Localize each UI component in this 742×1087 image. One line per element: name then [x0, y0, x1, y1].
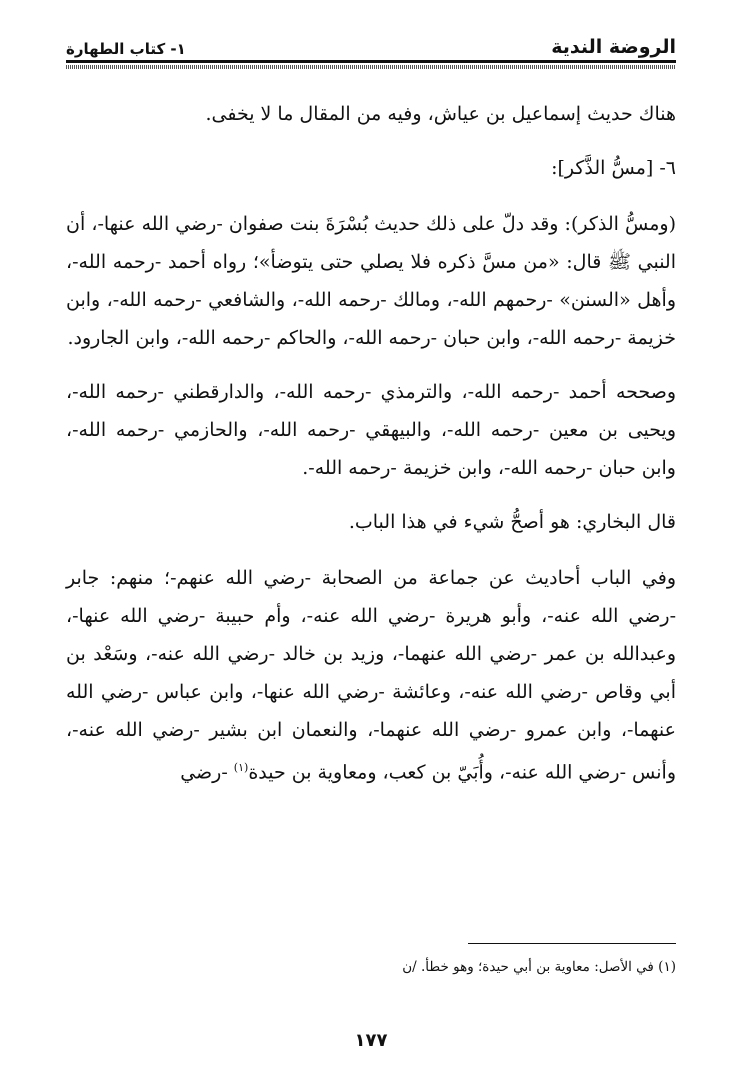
footnote-rule — [468, 943, 676, 944]
paragraph: قال البخاري: هو أصحُّ شيء في هذا الباب. — [348, 511, 676, 533]
book-title: الروضة الندية — [551, 36, 676, 58]
paragraph: وصححه أحمد -رحمه الله-، والترمذي -رحمه الله-، والدارقطني -رحمه الله-، ويحيى بن معين -رحمه الله-، والبيهقي -رحمه الله-، والحازمي -رحمه الله-، وابن حبان -رحمه الله-، وابن خزيمة -رحمه الله-. — [66, 381, 676, 479]
paragraph: (ومسُّ الذكر): وقد دلّ على ذلك حديث بُسْرَةَ بنت صفوان -رضي الله عنها-، أن النبي ﷺ قال: «من مسَّ ذكره فلا يصلي حتى يتوضأ»؛ رواه أحمد -رحمه الله-، وأهل «السنن» -رحمهم الله-، ومالك -رحمه الله-، والشافعي -رحمه الله-، وابن خزيمة -رحمه الله-، وابن حبان -رحمه الله-، والحاكم -رحمه الله-، وابن الجارود. — [66, 213, 676, 349]
footnote: (١) في الأصل: معاوية بن أبي حيدة؛ وهو خطأ. /ن — [402, 959, 676, 975]
paragraph-text: وفي الباب أحاديث عن جماعة من الصحابة -رضي الله عنهم-؛ منهم: جابر -رضي الله عنه-، وأبو هريرة -رضي الله عنه-، وأم حبيبة -رضي الله عنها-، وعبدالله بن عمر -رضي الله عنهما-، وزيد بن خالد -رضي الله عنه-، وسَعْد بن أبي وقاص -رضي الله عنه-، وعائشة -رضي الله عنها-، وابن عباس -رضي الله عنهما-، وابن عمرو -رضي الله عنهما-، والنعمان ابن بشير -رضي الله عنه-، وأنس -رضي الله عنه-، وأُبَيّ بن كعب، ومعاوية بن حيدة — [66, 567, 676, 784]
main-text — [66, 95, 676, 807]
header-rule-hatched — [66, 65, 676, 69]
running-header — [66, 32, 676, 58]
paragraph — [66, 559, 676, 791]
paragraph-tail: -رضي — [180, 761, 234, 784]
footnote-marker: (١) — [233, 761, 249, 774]
page-number: ١٧٧ — [354, 1030, 388, 1051]
paragraph: هناك حديث إسماعيل بن عياش، وفيه من المقال ما لا يخفى. — [205, 103, 676, 125]
chapter-title: ١- كتاب الطهارة — [66, 40, 186, 58]
header-rule — [66, 60, 676, 63]
section-heading: ٦- [مسُّ الذَّكر]: — [551, 157, 676, 179]
